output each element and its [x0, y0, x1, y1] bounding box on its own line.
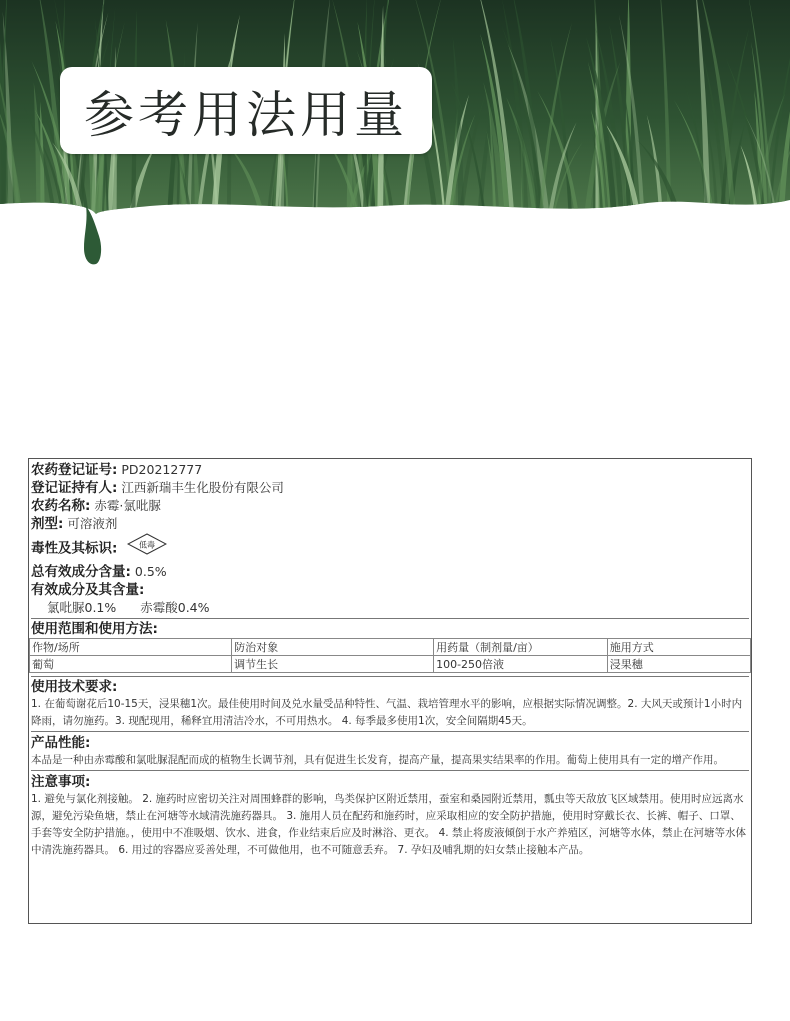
total-value: 0.5%	[134, 564, 167, 579]
reg-no-row	[31, 461, 749, 479]
table-cell: 调节生长	[232, 656, 434, 673]
table-header-cell: 防治对象	[232, 639, 434, 656]
holder-value: 江西新瑞丰生化股份有限公司	[121, 480, 284, 495]
reg-no-value: PD20212777	[121, 462, 203, 477]
holder-row	[31, 479, 749, 497]
table-cell: 葡萄	[30, 656, 232, 673]
scope-heading: 使用范围和使用方法:	[31, 621, 158, 637]
name-value: 赤霉·氯吡脲	[94, 498, 161, 513]
ingredient-2: 赤霉酸0.4%	[140, 600, 210, 615]
table-header-cell: 施用方式	[607, 639, 750, 656]
total-key: 总有效成分含量:	[31, 564, 131, 580]
name-row	[31, 497, 749, 515]
title-box	[60, 67, 432, 154]
form-key: 剂型:	[31, 516, 64, 532]
notes-heading: 注意事项:	[31, 774, 91, 790]
holder-key: 登记证持有人:	[31, 480, 118, 496]
ingredient-1: 氯吡脲0.1%	[47, 600, 117, 615]
notes-text: 1. 避免与氯化剂接触。 2. 施药时应密切关注对周围蜂群的影响，鸟类保护区附近禁用，蚕室和桑园附近禁用，瓢虫等天敌放飞区域禁用。使用时应远离水源，避免污染鱼塘，禁止在河塘等水域清洗施药器具。 3. 施用人员在配药和施药时，应采取相应的安全防护措施，使用时穿戴长衣、长裤、帽子、口罩、手套等安全防护措施。，使用中不准吸烟、饮水、进食，作业结束后应及时淋浴、更衣。 4. 禁止将废液倾倒于水产养殖区，河塘等水体，禁止在河塘等水体中清洗施药器具。 6. 用过的容器应妥善处理，不可做他用，也不可随意丢弃。 7. 孕妇及哺乳期的妇女禁止接触本产品。	[31, 793, 746, 856]
table-row	[30, 656, 751, 673]
table-header-cell: 用药量（制剂量/亩）	[434, 639, 608, 656]
reg-no-key: 农药登记证号:	[31, 462, 118, 478]
table-header-row	[30, 639, 751, 656]
divider	[31, 731, 749, 732]
pesticide-label	[28, 458, 752, 924]
form-row	[31, 515, 749, 533]
total-row	[31, 563, 749, 581]
page-title: 参考用法用量	[84, 85, 408, 144]
ingredients-row	[31, 581, 749, 599]
tech-heading: 使用技术要求:	[31, 679, 118, 695]
toxicity-row	[31, 533, 749, 561]
form-value: 可溶液剂	[67, 516, 118, 531]
tech-text: 1. 在葡萄谢花后10-15天，浸果穗1次。最佳使用时间及兑水量受品种特性、气温、栽培管理水平的影响，应根据实际情况调整。2. 大风天或预计1小时内降雨，请勿施药。3. 现配现用，稀释宜用清洁冷水，不可用热水。 4. 每季最多使用1次，安全间隔期45天。	[31, 698, 743, 727]
toxicity-badge-text: 低毒	[139, 540, 156, 550]
divider	[31, 770, 749, 771]
table-cell: 100-250倍液	[434, 656, 608, 673]
perf-heading: 产品性能:	[31, 735, 91, 751]
name-key: 农药名称:	[31, 498, 91, 514]
toxicity-key: 毒性及其标识:	[31, 540, 118, 557]
perf-text: 本品是一种由赤霉酸和氯吡脲混配而成的植物生长调节剂，具有促进生长发育，提高产量，提高果实结果率的作用。葡萄上使用具有一定的增产作用。	[31, 754, 724, 766]
low-toxicity-icon	[127, 533, 167, 565]
divider	[31, 618, 749, 619]
divider	[31, 676, 749, 677]
ingredients-key: 有效成分及其含量:	[31, 582, 145, 598]
drop-icon	[84, 206, 101, 264]
banner	[0, 0, 790, 270]
table-cell: 浸果穗	[607, 656, 750, 673]
table-header-cell: 作物/场所	[30, 639, 232, 656]
usage-table	[29, 638, 751, 673]
ingredients-values	[31, 599, 749, 617]
